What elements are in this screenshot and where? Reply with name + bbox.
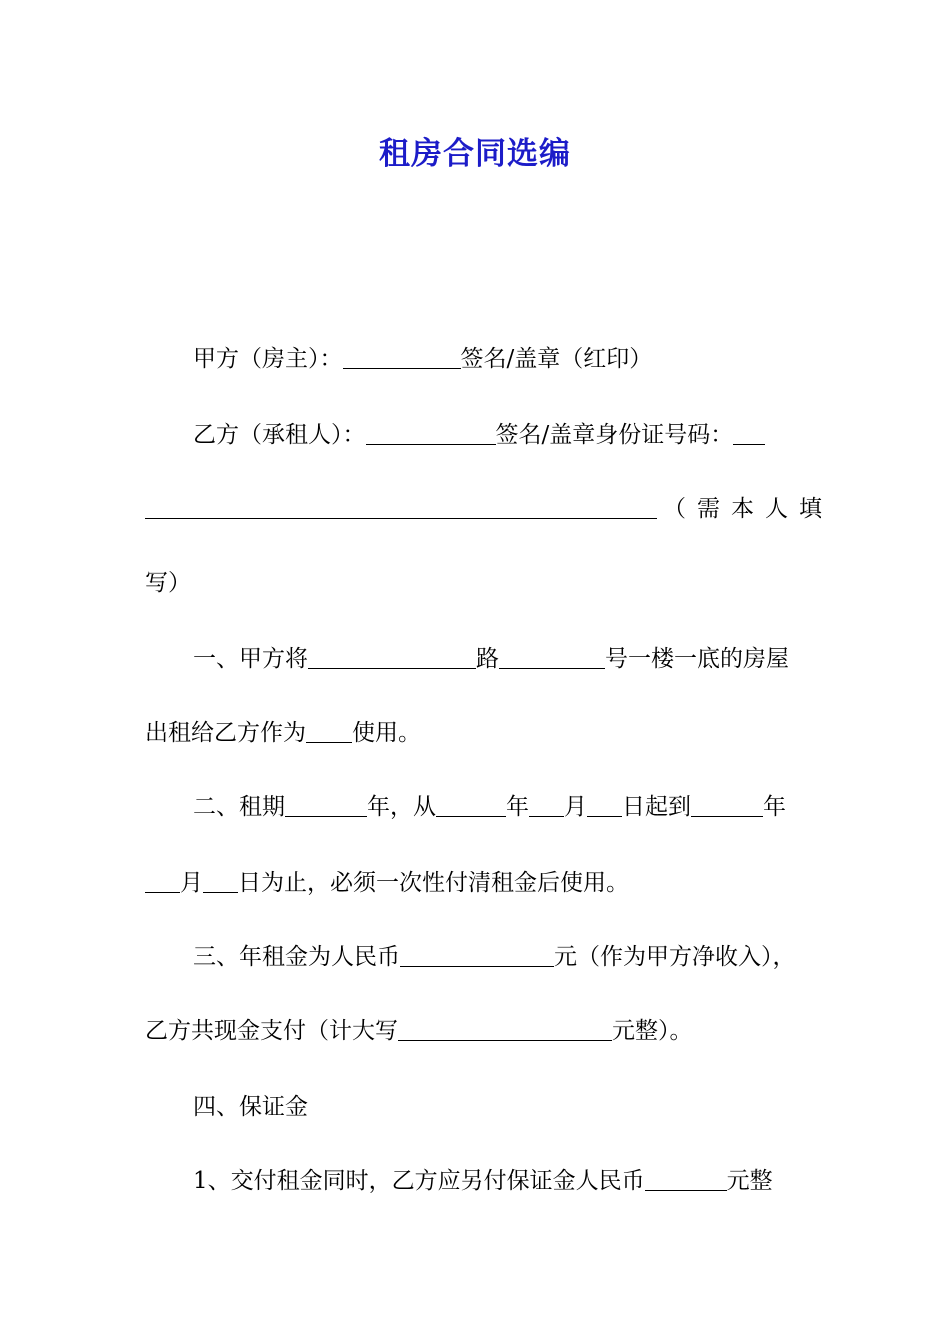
road-label: 路 — [476, 646, 499, 672]
blank-field — [398, 1018, 612, 1041]
clause-1-line-1 — [193, 644, 789, 674]
clause-1-line-2 — [145, 718, 421, 748]
party-b-line — [193, 420, 765, 450]
self-fill-note: （需本人填 — [663, 496, 833, 522]
party-a-sign-label: 签名/盖章（红印） — [460, 346, 653, 372]
blank-field — [145, 870, 180, 893]
deposit-label: 1、交付租金同时，乙方应另付保证金人民币 — [193, 1168, 645, 1194]
blank-field — [366, 422, 496, 445]
party-a-label: 甲方（房主）： — [193, 346, 343, 372]
clause-1-text-end: 号一楼一底的房屋 — [605, 646, 789, 672]
self-fill-note-end: 写） — [145, 570, 191, 596]
clause-1-text: 一、甲方将 — [193, 646, 308, 672]
party-b-sign-label: 签名/盖章身份证号码： — [495, 422, 734, 448]
year-label: 年 — [763, 794, 786, 820]
year-label: 年 — [506, 794, 529, 820]
blank-field — [285, 794, 367, 817]
blank-field — [308, 646, 476, 669]
annual-rent-unit: 元（作为甲方净收入）， — [554, 944, 796, 970]
clause-1-text: 出租给乙方作为 — [145, 720, 306, 746]
blank-field — [733, 422, 765, 445]
blank-field — [436, 794, 506, 817]
deposit-unit: 元整 — [726, 1168, 773, 1194]
blank-field — [691, 794, 763, 817]
blank-field — [645, 1168, 727, 1191]
clause-2-line-1 — [193, 792, 786, 822]
clause-1-text-end: 使用。 — [352, 720, 421, 746]
blank-field — [529, 794, 564, 817]
clause-4-heading: 四、保证金 — [193, 1094, 308, 1120]
clause-3-line-2 — [145, 1016, 693, 1046]
blank-field — [145, 496, 657, 519]
month-label: 月 — [564, 794, 587, 820]
annual-rent-label: 三、年租金为人民币 — [193, 944, 400, 970]
blank-field — [499, 646, 605, 669]
clause-4-item-1 — [193, 1166, 773, 1196]
day-until-label: 日起到 — [622, 794, 691, 820]
clause-3-line-1 — [193, 942, 796, 972]
id-number-line — [145, 494, 833, 524]
document-title: 租房合同选编 — [379, 136, 571, 172]
payment-unit: 元整）。 — [612, 1018, 693, 1044]
year-from-label: 年，从 — [367, 794, 436, 820]
party-b-label: 乙方（承租人）： — [193, 422, 366, 448]
payment-label: 乙方共现金支付（计大写 — [145, 1018, 398, 1044]
blank-field — [203, 870, 238, 893]
month-label: 月 — [180, 870, 203, 896]
blank-field — [343, 346, 461, 369]
lease-term-label: 二、租期 — [193, 794, 285, 820]
blank-field — [306, 720, 352, 743]
party-a-line — [193, 344, 652, 374]
clause-2-line-2 — [145, 868, 629, 898]
clause-2-text-end: 日为止，必须一次性付清租金后使用。 — [238, 870, 629, 896]
blank-field — [587, 794, 622, 817]
blank-field — [400, 944, 554, 967]
